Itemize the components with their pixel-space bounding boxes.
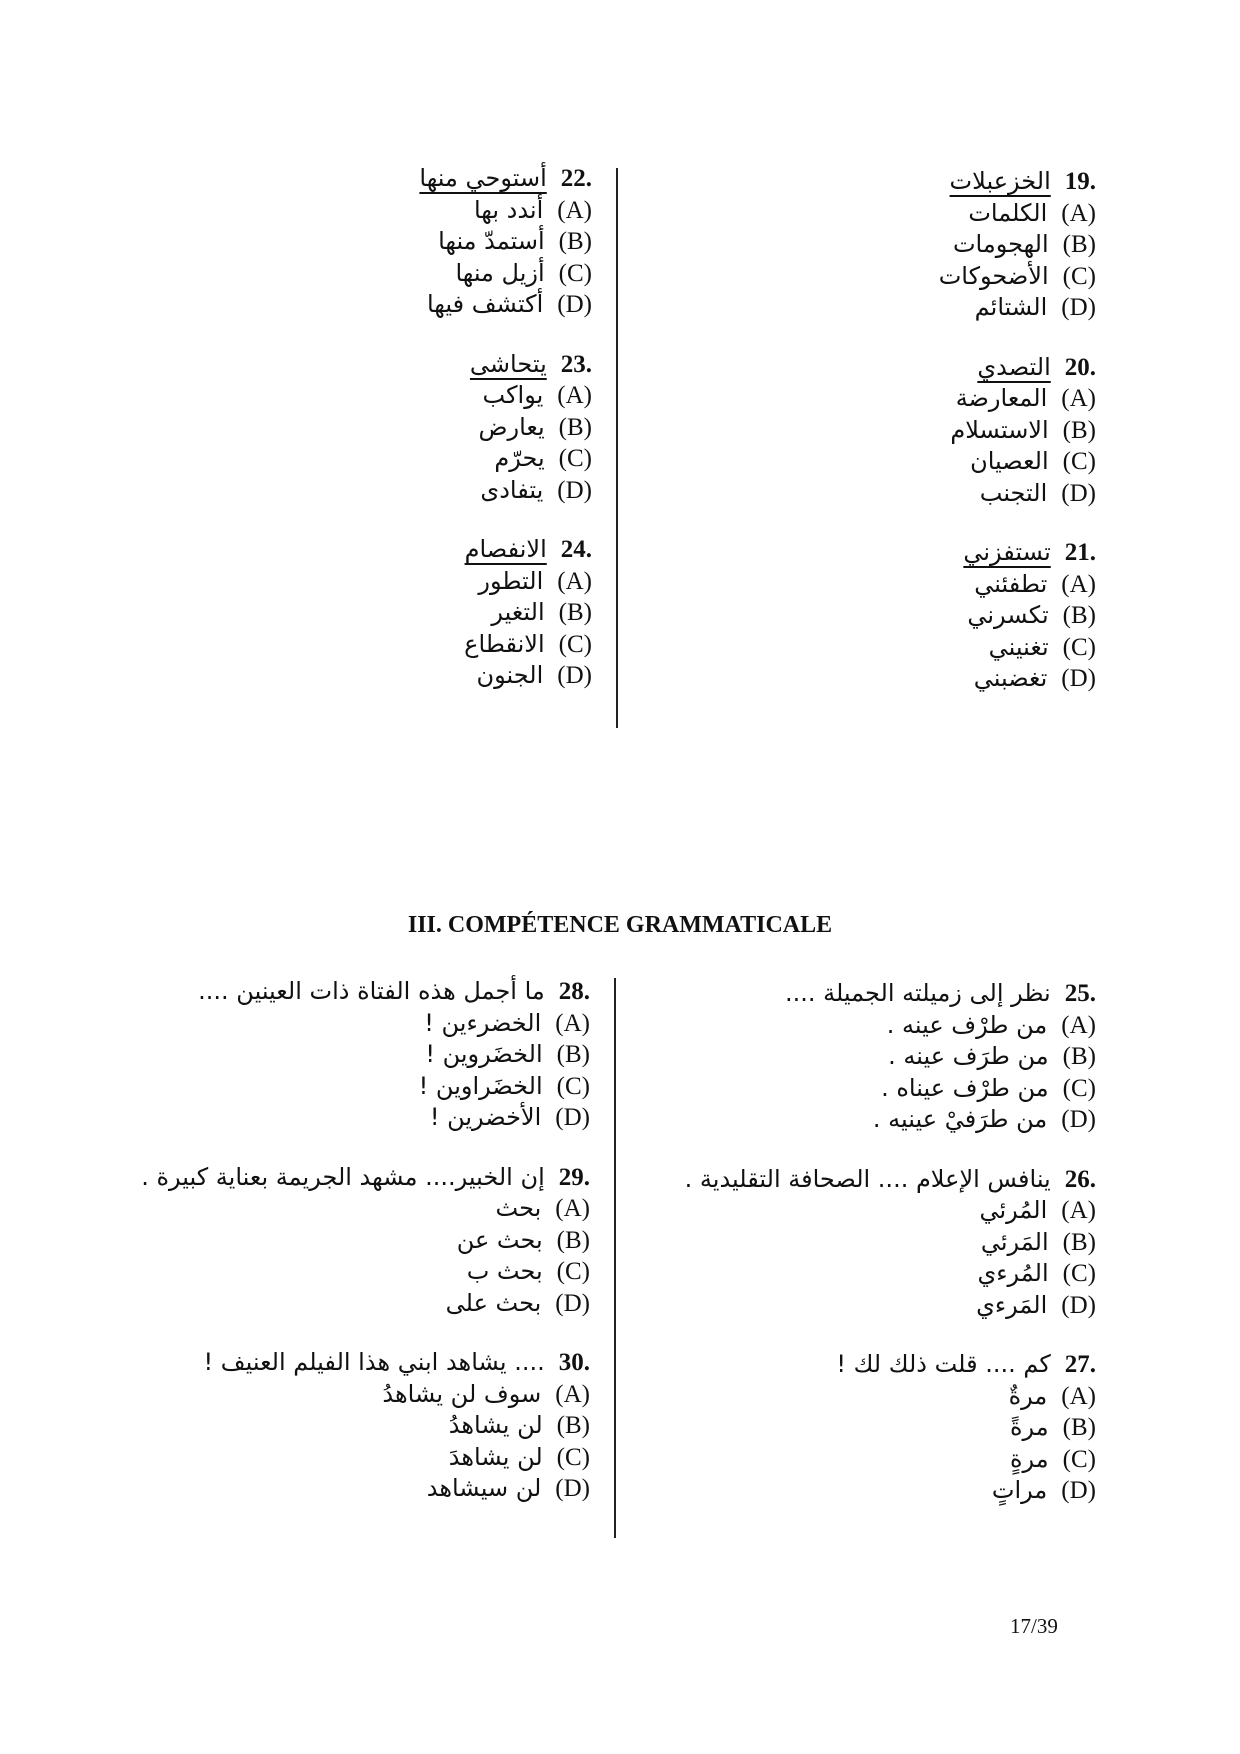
option-text: بحث عن	[456, 1225, 543, 1254]
option-text: أندد بها	[473, 195, 544, 224]
question-number: .27	[1064, 1351, 1096, 1378]
question-header	[240, 534, 592, 566]
target-word: تستفزني	[963, 538, 1051, 566]
option-letter: (A)	[557, 567, 592, 595]
option-letter: (D)	[557, 291, 592, 318]
answer-option	[640, 1073, 1096, 1105]
target-word: الخزعبلات	[949, 167, 1051, 195]
answer-option	[240, 660, 592, 692]
option-letter: (D)	[557, 662, 592, 689]
answer-option	[240, 629, 592, 661]
option-letter: (C)	[1062, 1445, 1096, 1473]
option-text: مرةٌ	[1008, 1381, 1048, 1410]
answer-option	[150, 1442, 590, 1474]
answer-option	[640, 292, 1096, 324]
question-prompt: ما أجمل هذه الفتاة ذات العينين ....	[198, 977, 545, 1005]
answer-option	[640, 1010, 1096, 1042]
question-header	[640, 352, 1096, 384]
option-text: تغنيني	[988, 632, 1049, 661]
question-header	[141, 1162, 590, 1194]
target-word: التصدي	[977, 352, 1051, 381]
option-text: تكسرني	[967, 601, 1049, 629]
section1-left-column	[240, 163, 592, 720]
question-header	[150, 976, 590, 1008]
answer-option	[240, 412, 592, 444]
option-letter: (D)	[1061, 479, 1096, 507]
option-text: التجنب	[979, 478, 1048, 507]
section2-column-divider	[614, 978, 616, 1538]
option-text: مراتٍ	[991, 1476, 1048, 1504]
option-text: العصيان	[970, 447, 1049, 475]
option-letter: (C)	[556, 1443, 590, 1471]
option-text: الخضَروين !	[425, 1040, 543, 1068]
answer-option	[240, 475, 592, 507]
answer-option	[150, 1008, 590, 1040]
option-text: لن يشاهدُ	[448, 1411, 543, 1439]
option-text: يعارض	[478, 412, 545, 441]
option-text: الكلمات	[968, 198, 1048, 227]
option-letter: (D)	[555, 1475, 590, 1502]
option-letter: (C)	[1062, 262, 1096, 290]
question-number: .22	[560, 165, 592, 192]
question-header	[640, 537, 1096, 569]
question	[240, 534, 592, 692]
answer-option	[640, 1475, 1096, 1507]
option-text: الأضحوكات	[938, 261, 1049, 290]
answer-option	[640, 1104, 1096, 1136]
option-text: يتفادى	[480, 475, 544, 504]
option-letter: (C)	[1062, 1074, 1096, 1102]
question	[640, 1349, 1096, 1507]
option-text: المُرءي	[977, 1259, 1049, 1287]
option-letter: (C)	[558, 630, 592, 658]
answer-option	[150, 1379, 590, 1411]
option-text: المَرئي	[980, 1227, 1049, 1256]
answer-option	[240, 566, 592, 598]
option-text: بحث على	[445, 1288, 542, 1317]
answer-option	[640, 632, 1096, 664]
option-letter: (D)	[1061, 1291, 1096, 1319]
answer-option	[640, 1041, 1096, 1073]
section1-column-divider	[616, 168, 618, 728]
answer-option	[640, 600, 1096, 632]
option-letter: (C)	[1062, 448, 1096, 475]
option-text: الخضَراوين !	[418, 1071, 543, 1100]
answer-option	[640, 261, 1096, 293]
option-letter: (B)	[1062, 1043, 1096, 1070]
answer-option	[150, 1288, 590, 1320]
option-text: يحرّم	[494, 444, 545, 472]
answer-option	[640, 1412, 1096, 1444]
question-number: .26	[1064, 1165, 1096, 1193]
question-header	[240, 349, 592, 381]
option-text: لن يشاهدَ	[448, 1442, 543, 1471]
answer-option	[150, 1410, 590, 1442]
question-header	[640, 1164, 1096, 1196]
option-text: أكتشف فيها	[426, 290, 544, 318]
option-letter: (B)	[558, 599, 592, 626]
question	[141, 1162, 590, 1320]
section2-left-column	[141, 976, 590, 1533]
option-text: التغير	[491, 598, 545, 626]
option-text: المَرءي	[976, 1290, 1048, 1319]
question-number: .20	[1064, 353, 1096, 381]
option-text: بحث ب	[466, 1257, 543, 1285]
question-number: .25	[1064, 980, 1096, 1007]
option-letter: (C)	[558, 445, 592, 472]
option-letter: (A)	[1061, 570, 1096, 598]
option-letter: (A)	[1061, 1011, 1096, 1039]
option-letter: (B)	[1062, 602, 1096, 629]
option-text: الانقطاع	[464, 629, 545, 658]
question-header	[640, 166, 1096, 198]
option-letter: (A)	[555, 1380, 590, 1408]
option-letter: (B)	[1062, 1228, 1096, 1256]
option-text: أستمدّ منها	[438, 227, 545, 255]
question	[640, 352, 1096, 510]
answer-option	[150, 1039, 590, 1071]
option-text: من طرْف عينه .	[886, 1010, 1048, 1039]
question-prompt: كم .... قلت ذلك لك !	[836, 1350, 1051, 1378]
option-text: مرةٍ	[1009, 1444, 1049, 1473]
question	[640, 978, 1096, 1136]
answer-option	[640, 569, 1096, 601]
question-prompt: .... يشاهد ابني هذا الفيلم العنيف !	[203, 1348, 545, 1376]
question-number: .19	[1064, 168, 1096, 195]
option-letter: (A)	[1061, 385, 1096, 412]
option-text: الخضرءين !	[424, 1008, 542, 1037]
option-letter: (A)	[1061, 199, 1096, 227]
option-letter: (B)	[1062, 1414, 1096, 1441]
question	[240, 163, 592, 321]
question-number: .24	[560, 536, 592, 563]
option-letter: (C)	[558, 259, 592, 287]
option-letter: (C)	[1062, 1260, 1096, 1287]
option-text: الشتائم	[974, 293, 1048, 321]
option-text: سوف لن يشاهدُ	[382, 1379, 542, 1408]
question	[150, 976, 590, 1134]
answer-option	[240, 258, 592, 290]
option-letter: (D)	[1061, 1106, 1096, 1133]
answer-option	[240, 597, 592, 629]
option-letter: (D)	[557, 476, 592, 504]
answer-option	[240, 195, 592, 227]
option-text: من طرَفيْ عينيه .	[872, 1105, 1048, 1133]
option-text: تطفئني	[974, 569, 1048, 598]
option-text: من طرَف عينه .	[888, 1042, 1049, 1070]
option-letter: (B)	[556, 1226, 590, 1254]
target-word: الانفصام	[464, 535, 547, 563]
option-letter: (A)	[555, 1009, 590, 1037]
option-letter: (C)	[556, 1258, 590, 1285]
option-letter: (B)	[1062, 416, 1096, 444]
target-word: أستوحي منها	[419, 164, 547, 192]
option-letter: (A)	[1061, 1197, 1096, 1224]
option-text: الاستسلام	[950, 415, 1049, 444]
answer-option	[150, 1256, 590, 1288]
option-letter: (C)	[556, 1072, 590, 1100]
question	[640, 1164, 1096, 1322]
option-text: يواكب	[482, 381, 544, 409]
question	[640, 537, 1096, 695]
question	[240, 349, 592, 507]
answer-option	[150, 1473, 590, 1505]
answer-option	[640, 446, 1096, 478]
answer-option	[640, 383, 1096, 415]
option-text: أزيل منها	[455, 258, 545, 287]
answer-option	[640, 478, 1096, 510]
answer-option	[640, 1258, 1096, 1290]
option-letter: (A)	[555, 1195, 590, 1222]
option-text: بحث	[495, 1194, 542, 1222]
section1-right-column	[640, 166, 1096, 723]
option-letter: (D)	[1061, 294, 1096, 321]
option-text: التطور	[478, 566, 544, 595]
answer-option	[640, 663, 1096, 695]
answer-option	[640, 1227, 1096, 1259]
answer-option	[640, 229, 1096, 261]
option-letter: (B)	[1062, 231, 1096, 258]
answer-option	[240, 289, 592, 321]
question-header	[640, 978, 1096, 1010]
answer-option	[640, 415, 1096, 447]
option-text: المعارضة	[955, 384, 1048, 412]
question-number: .23	[560, 350, 592, 378]
option-text: تغضبني	[973, 664, 1048, 692]
question-header	[640, 1349, 1096, 1381]
option-letter: (A)	[1061, 1382, 1096, 1410]
answer-option	[150, 1071, 590, 1103]
option-text: الجنون	[476, 661, 544, 689]
question-prompt: نظر إلى زميلته الجميلة ....	[784, 979, 1051, 1007]
option-text: المُرئي	[979, 1196, 1048, 1224]
option-text: الهجومات	[952, 230, 1049, 258]
answer-option	[150, 1225, 590, 1257]
option-letter: (B)	[558, 413, 592, 441]
option-letter: (B)	[556, 1041, 590, 1068]
option-letter: (D)	[555, 1104, 590, 1131]
section2-right-column	[640, 978, 1096, 1535]
question	[640, 166, 1096, 324]
answer-option	[640, 1381, 1096, 1413]
question-number: .29	[558, 1163, 590, 1191]
answer-option	[240, 380, 592, 412]
option-letter: (D)	[555, 1289, 590, 1317]
option-letter: (A)	[557, 196, 592, 224]
option-letter: (D)	[1061, 1477, 1096, 1504]
answer-option	[150, 1193, 590, 1225]
question	[150, 1347, 590, 1505]
option-letter: (B)	[556, 1412, 590, 1439]
answer-option	[640, 1444, 1096, 1476]
question-header	[150, 1347, 590, 1379]
option-letter: (C)	[1062, 633, 1096, 661]
option-letter: (B)	[558, 228, 592, 255]
question-number: .28	[558, 978, 590, 1005]
option-text: لن سيشاهد	[426, 1474, 542, 1502]
question-number: .21	[1064, 539, 1096, 566]
page-number: 17/39	[1010, 1614, 1058, 1638]
question-prompt: ينافس الإعلام .... الصحافة التقليدية .	[684, 1164, 1051, 1193]
target-word: يتحاشى	[469, 349, 547, 378]
answer-option	[240, 443, 592, 475]
option-text: من طرْف عيناه .	[881, 1073, 1049, 1102]
option-text: الأخضرين !	[429, 1103, 542, 1131]
answer-option	[640, 1195, 1096, 1227]
answer-option	[150, 1102, 590, 1134]
question-prompt: إن الخبير.... مشهد الجريمة بعناية كبيرة .	[141, 1162, 545, 1191]
section-title: III. COMPÉTENCE GRAMMATICALE	[407, 912, 833, 938]
question-header	[240, 163, 592, 195]
option-text: مرةً	[1009, 1413, 1049, 1441]
answer-option	[640, 198, 1096, 230]
option-letter: (D)	[1061, 665, 1096, 692]
answer-option	[240, 226, 592, 258]
answer-option	[640, 1290, 1096, 1322]
option-letter: (A)	[557, 382, 592, 409]
question-number: .30	[558, 1349, 590, 1376]
